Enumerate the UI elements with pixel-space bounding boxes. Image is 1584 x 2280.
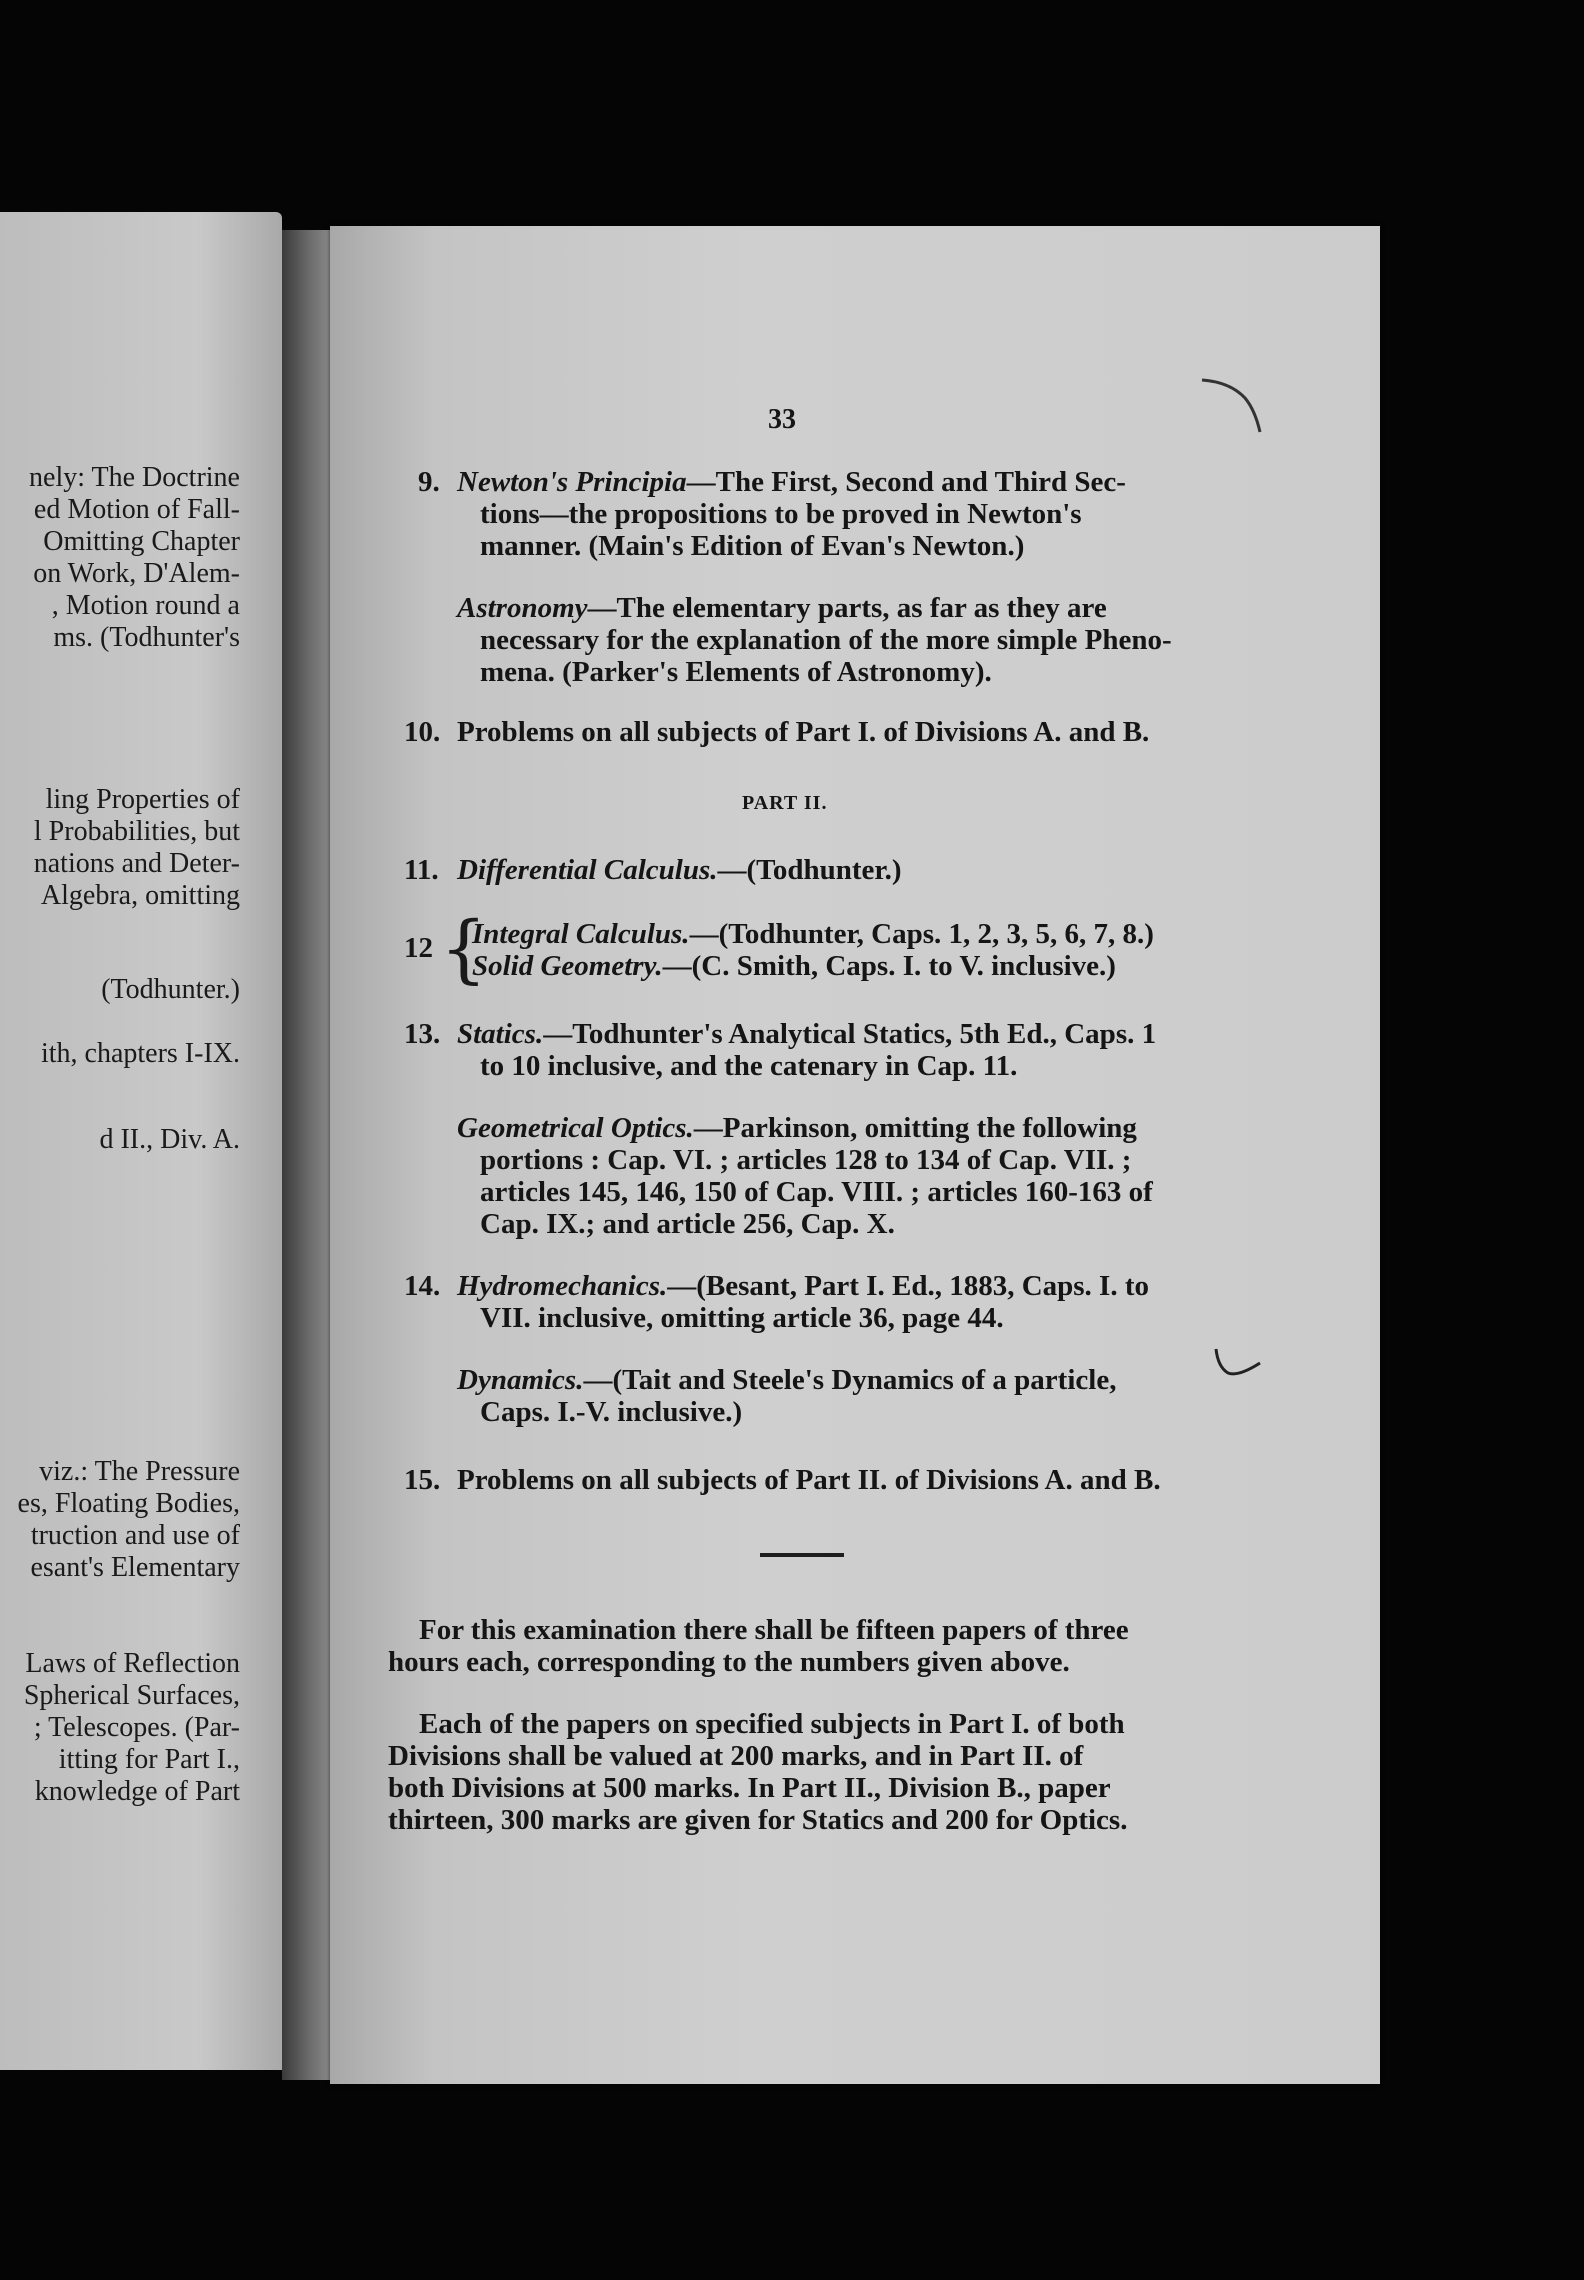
left-line: viz.: The Pressure xyxy=(39,1456,240,1487)
left-line: knowledge of Part xyxy=(34,1776,240,1807)
paragraph-1-line-2: hours each, corresponding to the numbers given above. xyxy=(388,1646,1070,1678)
item-10-text: Problems on all subjects of Part I. of Divisions A. and B. xyxy=(457,716,1150,748)
paragraph-2-line-4: thirteen, 300 marks are given for Statics and 200 for Optics. xyxy=(388,1804,1128,1836)
astronomy-line-1 xyxy=(457,592,1107,624)
section-rule xyxy=(760,1553,844,1557)
astronomy-line-3: mena. (Parker's Elements of Astronomy). xyxy=(480,656,992,688)
left-line: nely: The Doctrine xyxy=(29,462,240,493)
pencil-check-icon xyxy=(1212,1345,1264,1385)
left-line: Spherical Surfaces, xyxy=(23,1680,240,1711)
item-number: 10. xyxy=(404,716,441,748)
optics-line-1 xyxy=(457,1112,1137,1144)
optics-line-2: portions : Cap. VI. ; articles 128 to 134 of Cap. VII. ; xyxy=(480,1144,1132,1176)
part-heading: PART II. xyxy=(742,792,828,814)
item-9-text: —The First, Second and Third Sec- xyxy=(686,466,1126,498)
item-number: 13. xyxy=(404,1018,441,1050)
item-9-line-1 xyxy=(457,466,1126,498)
item-14-line-2: VII. inclusive, omitting article 36, page 44. xyxy=(480,1302,1004,1334)
optics-line-4: Cap. IX.; and article 256, Cap. X. xyxy=(480,1208,895,1240)
item-13-title: Statics. xyxy=(457,1018,544,1050)
left-line: Omitting Chapter xyxy=(43,526,240,557)
left-line: ling Properties of xyxy=(45,784,240,815)
item-11-title: Differential Calculus. xyxy=(457,854,718,886)
brace-symbol: { xyxy=(440,906,488,992)
left-line: nations and Deter- xyxy=(33,848,240,879)
item-9-line-3: manner. (Main's Edition of Evan's Newton.) xyxy=(480,530,1025,562)
item-number: 15. xyxy=(404,1464,441,1496)
item-12-title-2: Solid Geometry. xyxy=(472,950,663,982)
item-9-line-2: tions—the propositions to be proved in Newton's xyxy=(480,498,1082,530)
dynamics-title: Dynamics. xyxy=(457,1364,584,1396)
item-9-title: Newton's Principia xyxy=(457,466,687,498)
left-line: ms. (Todhunter's xyxy=(53,622,240,653)
item-number: 12 xyxy=(404,932,433,964)
left-page-fragment xyxy=(0,212,282,2070)
paragraph-2-line-2: Divisions shall be valued at 200 marks, and in Part II. of xyxy=(388,1740,1084,1772)
item-12-line-1 xyxy=(472,918,1154,950)
item-13-text: —Todhunter's Analytical Statics, 5th Ed., Caps. 1 xyxy=(543,1018,1157,1050)
left-line: truction and use of xyxy=(30,1520,240,1551)
optics-text: —Parkinson, omitting the following xyxy=(693,1112,1137,1144)
item-number: 9. xyxy=(418,466,440,498)
item-14-title: Hydromechanics. xyxy=(457,1270,668,1302)
dynamics-line-2: Caps. I.-V. inclusive.) xyxy=(480,1396,743,1428)
item-11-text: —(Todhunter.) xyxy=(717,854,902,886)
left-line: ith, chapters I-IX. xyxy=(40,1038,240,1069)
optics-line-3: articles 145, 146, 150 of Cap. VIII. ; articles 160-163 of xyxy=(480,1176,1153,1208)
item-14-text: —(Besant, Part I. Ed., 1883, Caps. I. to xyxy=(667,1270,1149,1302)
item-12-title-1: Integral Calculus. xyxy=(472,918,690,950)
astronomy-title: Astronomy xyxy=(457,592,588,624)
paragraph-1-line-1: For this examination there shall be fifteen papers of three xyxy=(419,1614,1129,1646)
left-line: ; Telescopes. (Par- xyxy=(33,1712,240,1743)
paragraph-2-line-1: Each of the papers on specified subjects in Part I. of both xyxy=(419,1708,1125,1740)
optics-title: Geometrical Optics. xyxy=(457,1112,694,1144)
left-line: d II., Div. A. xyxy=(99,1124,240,1155)
astronomy-text: —The elementary parts, as far as they are xyxy=(587,592,1107,624)
paragraph-2-line-3: both Divisions at 500 marks. In Part II., Division B., paper xyxy=(388,1772,1111,1804)
dynamics-line-1 xyxy=(457,1364,1116,1396)
left-line: ed Motion of Fall- xyxy=(33,494,240,525)
item-11-line xyxy=(457,854,902,886)
left-line: , Motion round a xyxy=(51,590,240,621)
item-12-line-2 xyxy=(472,950,1116,982)
item-15-text: Problems on all subjects of Part II. of Divisions A. and B. xyxy=(457,1464,1161,1496)
astronomy-line-2: necessary for the explanation of the more simple Pheno- xyxy=(480,624,1172,656)
item-13-line-2: to 10 inclusive, and the catenary in Cap. 11. xyxy=(480,1050,1018,1082)
page-number: 33 xyxy=(768,404,796,435)
item-number: 11. xyxy=(404,854,439,886)
dynamics-text: —(Tait and Steele's Dynamics of a particle, xyxy=(583,1364,1117,1396)
left-line: on Work, D'Alem- xyxy=(33,558,240,589)
left-line: (Todhunter.) xyxy=(101,974,240,1005)
item-12-text-1: —(Todhunter, Caps. 1, 2, 3, 5, 6, 7, 8.) xyxy=(689,918,1154,950)
left-line: Algebra, omitting xyxy=(40,880,240,911)
item-12-text-2: —(C. Smith, Caps. I. to V. inclusive.) xyxy=(662,950,1116,982)
item-14-line-1 xyxy=(457,1270,1149,1302)
left-line: itting for Part I., xyxy=(58,1744,240,1775)
pencil-mark-icon xyxy=(1200,370,1270,440)
item-number: 14. xyxy=(404,1270,441,1302)
left-line: Laws of Reflection xyxy=(25,1648,240,1679)
left-line: es, Floating Bodies, xyxy=(17,1488,240,1519)
item-13-line-1 xyxy=(457,1018,1156,1050)
left-line: l Probabilities, but xyxy=(33,816,240,847)
left-line: esant's Elementary xyxy=(30,1552,240,1583)
